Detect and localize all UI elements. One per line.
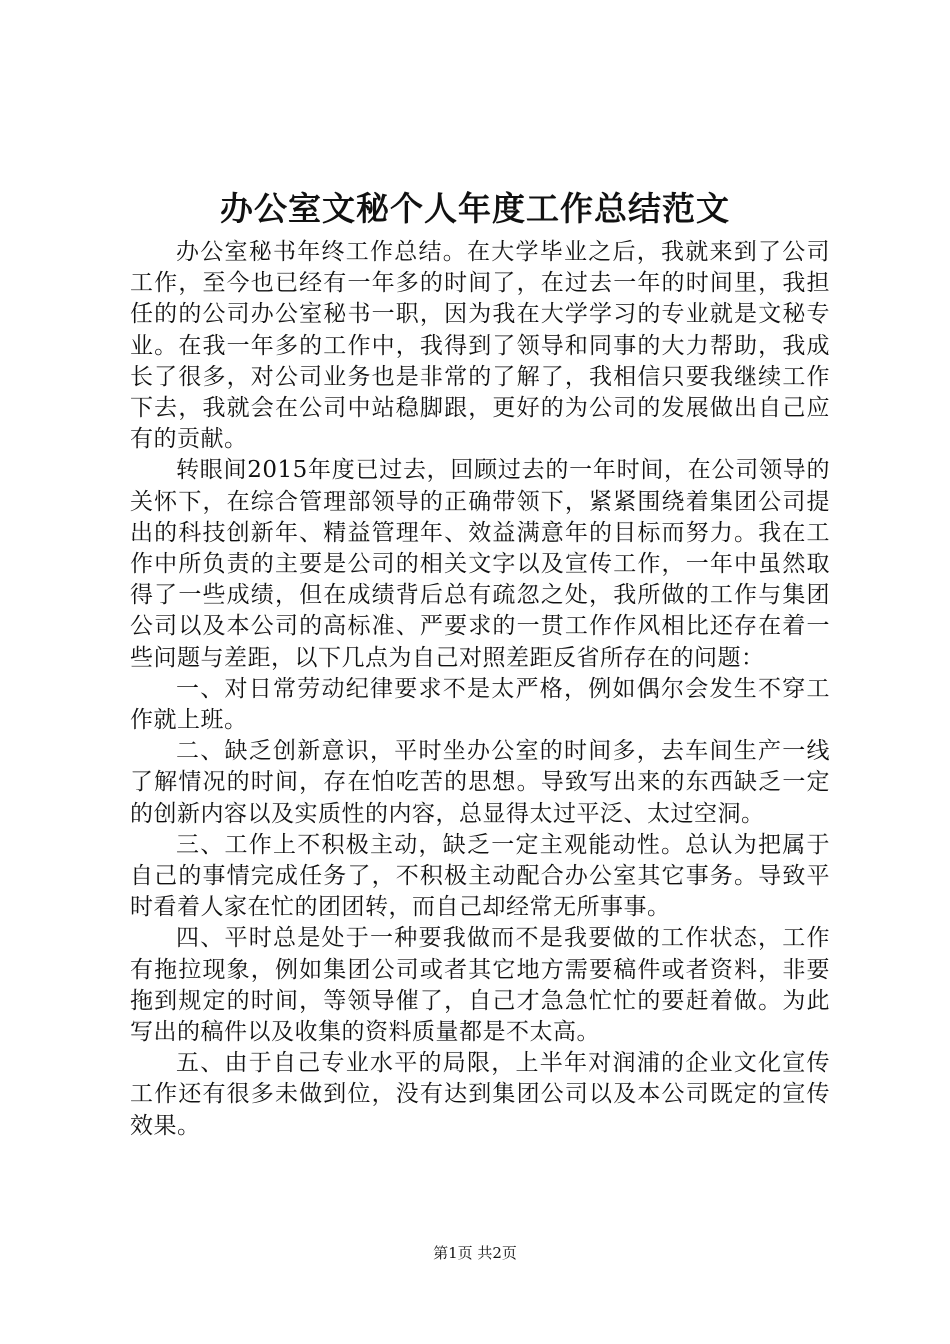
paragraph-issue-3: 三、工作上不积极主动，缺乏一定主观能动性。总认为把属于自己的事情完成任务了，不积极主动配合办公室其它事务。导致平时看着人家在忙的团团转，而自己却经常无所事事。 [130, 831, 830, 921]
paragraph-issue-4: 四、平时总是处于一种要我做而不是我要做的工作状态，工作有拖拉现象，例如集团公司或者其它地方需要稿件或者资料，非要拖到规定的时间，等领导催了，自己才急急忙忙的要赶着做。为此写出的稿件以及收集的资料质量都是不太高。 [130, 925, 830, 1046]
paragraph-intro: 办公室秘书年终工作总结。在大学毕业之后，我就来到了公司工作，至今也已经有一年多的时间了，在过去一年的时间里，我担任的的公司办公室秘书一职，因为我在大学学习的专业就是文秘专业。在我一年多的工作中，我得到了领导和同事的大力帮助，我成长了很多，对公司业务也是非常的了解了，我相信只要我继续工作下去，我就会在公司中站稳脚跟，更好的为公司的发展做出自己应有的贡献。 [130, 239, 830, 453]
paragraph-issue-2: 二、缺乏创新意识，平时坐办公室的时间多，去车间生产一线了解情况的时间，存在怕吃苦的思想。导致写出来的东西缺乏一定的创新内容以及实质性的内容，总显得太过平泛、太过空洞。 [130, 738, 830, 827]
paragraph-issue-5: 五、由于自己专业水平的局限，上半年对润浦的企业文化宣传工作还有很多未做到位，没有达到集团公司以及本公司既定的宣传效果。 [130, 1050, 830, 1139]
paragraph-review: 转眼间2015年度已过去，回顾过去的一年时间，在公司领导的关怀下，在综合管理部领导的正确带领下，紧紧围绕着集团公司提出的科技创新年、精益管理年、效益满意年的目标而努力。我在工作中所负责的主要是公司的相关文字以及宣传工作，一年中虽然取得了一些成绩，但在成绩背后总有疏忽之处，我所做的工作与集团公司以及本公司的高标准、严要求的一贯工作作风相比还存在着一些问题与差距，以下几点为自己对照差距反省所存在的问题： [130, 457, 830, 671]
document-title: 办公室文秘个人年度工作总结范文 [220, 189, 730, 228]
page-number-footer: 第1页 共2页 [433, 1244, 517, 1262]
paragraph-issue-1: 一、对日常劳动纪律要求不是太严格，例如偶尔会发生不穿工作就上班。 [130, 675, 830, 734]
document-body [130, 237, 830, 1142]
